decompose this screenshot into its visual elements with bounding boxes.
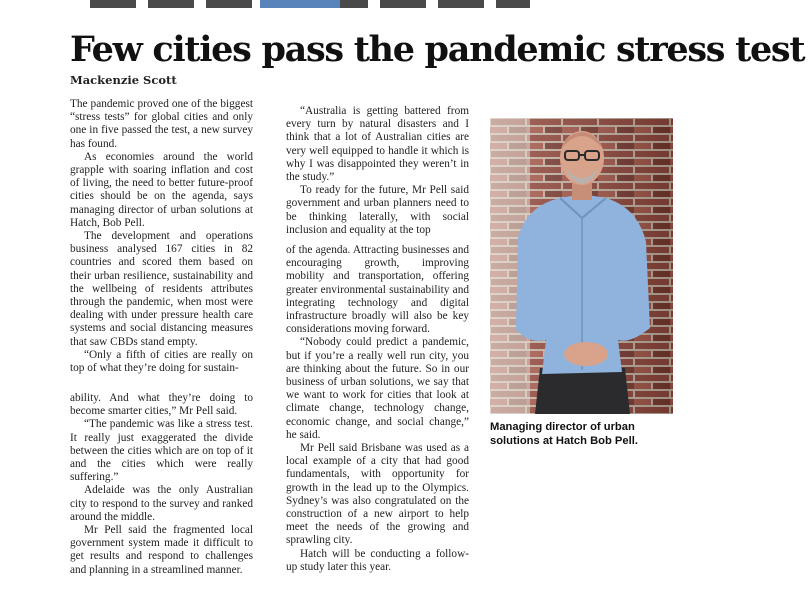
- article-column-1-top: [70, 98, 253, 375]
- masthead-fragment: [90, 0, 530, 8]
- paragraph: To ready for the future, Mr Pell said government and urban planners need to be thinking laterally, with social inclusion and equality at the top: [286, 184, 469, 236]
- portrait-photo: [490, 118, 673, 414]
- article-byline: Mackenzie Scott: [70, 73, 177, 87]
- paragraph: ability. And what they’re doing to become smarter cities,” Mr Pell said.: [70, 392, 253, 418]
- paragraph: Hatch will be conducting a follow-up study later this year.: [286, 547, 469, 573]
- article-column-2-bottom: [286, 244, 469, 574]
- paragraph: of the agenda. Attracting businesses and encouraging growth, improving mobility and transportation, offering greater environmental sustainability and integrating technology and digital infrastructure broadly will also be key considerations moving forward.: [286, 244, 469, 336]
- paragraph: “Nobody could predict a pandemic, but if you’re a really well run city, you are thinking about the future. So in our business of urban solutions, we say that we want to work for cities that look at climate change, technology change, economic change, and social change,” he said.: [286, 336, 469, 441]
- paragraph: The development and operations business analysed 167 cities in 82 countries and scored them based on their urban resilience, sustainability and the wellbeing of residents attributes through the pandemic, when most were dealing with under pressure health care systems and social distancing measures that saw CBDs stand empty.: [70, 230, 253, 348]
- paragraph: Adelaide was the only Australian city to respond to the survey and ranked around the middle.: [70, 484, 253, 523]
- portrait-illustration: [490, 118, 673, 414]
- paragraph: The pandemic proved one of the biggest “stress tests” for global cities and only one in five passed the test, a new survey has found.: [70, 98, 253, 150]
- photo-caption: Managing director of urban solutions at Hatch Bob Pell.: [490, 421, 638, 447]
- paragraph: Mr Pell said Brisbane was used as a local example of a city that had good fundamentals, with opportunity for growth in the lead up to the Olympics. Sydney’s was also congratulated on the construction of a new airport to help meet the needs of the growing and sprawling city.: [286, 442, 469, 547]
- article-column-2-top: [286, 105, 469, 237]
- paragraph: “The pandemic was like a stress test. It really just exaggerated the divide between the cities which are on top of it and the cities which were really suffering.”: [70, 418, 253, 484]
- paragraph: Mr Pell said the fragmented local government system made it difficult to get results and respond to challenges and planning in a streamlined manner.: [70, 524, 253, 576]
- paragraph: As economies around the world grapple with soaring inflation and cost of living, the need to better future-proof cities should be on the agenda, says managing director of urban solutions at Hatch, Bob Pell.: [70, 150, 253, 229]
- article-column-1-bottom: [70, 392, 253, 577]
- paragraph: “Australia is getting battered from every turn by natural disasters and I think that a lot of Australian cities are very well equipped to handle it which is why I was disappointed they weren’t in the study.”: [286, 105, 469, 184]
- paragraph: “Only a fifth of cities are really on top of what they’re doing for sustain-: [70, 348, 253, 375]
- article-headline: Few cities pass the pandemic stress test: [70, 29, 805, 70]
